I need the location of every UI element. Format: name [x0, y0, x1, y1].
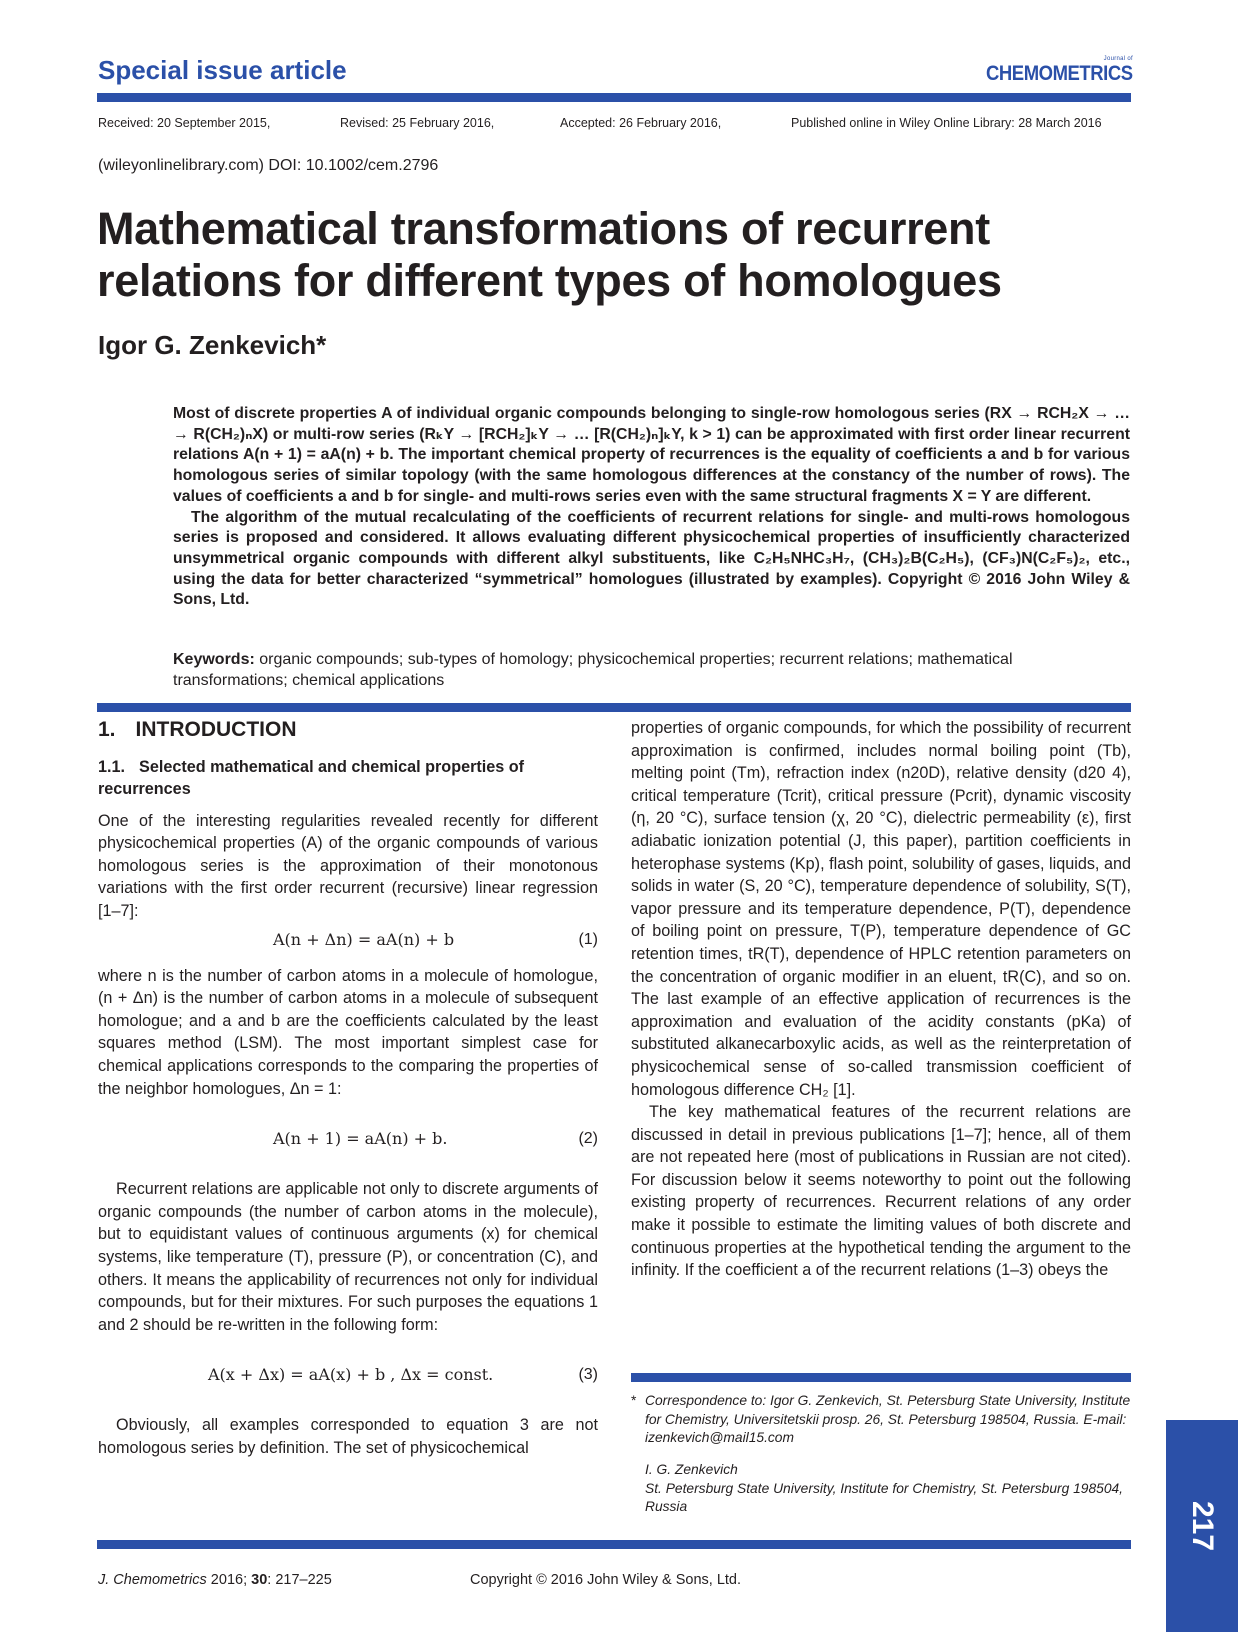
footnote-marker: * [631, 1393, 637, 1408]
subsection-heading [98, 756, 598, 800]
citation-volume: 30 [251, 1572, 268, 1588]
paragraph-2: where n is the number of carbon atoms in a molecule of homologue, (n + Δn) is the number of carbon atoms in a molecule of subsequent homologue; and a and b are the coefficients calculated by the least squares method (LSM). The most important simplest case for chemical applications corresponds to the comparing the properties of the neighbor homologues, Δn = 1: [98, 966, 598, 1098]
section-title: INTRODUCTION [135, 718, 297, 741]
issue-label: Special issue article [98, 55, 347, 85]
author-name: Igor G. Zenkevich* [98, 330, 327, 360]
keywords [173, 650, 1130, 691]
subsection-title: Selected mathematical and chemical properties of recurrences [98, 757, 525, 798]
abstract [173, 404, 1130, 611]
body-column-right [631, 717, 1131, 1282]
equation-3 [98, 1364, 598, 1386]
affiliation [645, 1461, 1131, 1517]
correspondence-text: Correspondence to: Igor G. Zenkevich, St. Petersburg State University, Institute for Chemistry, Universitetskii prosp. 26, St. Petersburg 198504, Russia. E-mail: izenkevich@mail15.com [645, 1393, 1131, 1446]
subsection-number: 1.1. [98, 757, 126, 776]
section-number: 1. [98, 718, 116, 741]
equation-2-number: (2) [578, 1130, 598, 1148]
revised-date: Revised: 25 February 2016, [340, 116, 495, 130]
accepted-date: Accepted: 26 February 2016, [560, 116, 722, 130]
footer-rule [97, 1540, 1131, 1549]
footnote-rule [631, 1373, 1131, 1382]
affiliation-name: I. G. Zenkevich [645, 1462, 738, 1477]
equation-2 [98, 1128, 598, 1150]
citation-pages: : 217–225 [267, 1572, 332, 1588]
citation-journal: J. Chemometrics [98, 1572, 207, 1588]
section-heading [98, 719, 598, 742]
abstract-paragraph-2: The algorithm of the mutual recalculating of the coefficients of recurrent relations for single- and multi-rows homologous series is proposed and considered. It allows evaluating different physicochemical properties of insufficiently characterized unsymmetrical organic compounds with different alkyl substituents, like C₂H₅NHC₃H₇, (CH₃)₂B(C₂H₅), (CF₃)N(C₂F₅)₂, etc., using the data for better characterized “symmetrical” homologues (illustrated by examples). Copyright © 2016 John Wiley & Sons, Ltd. [173, 508, 1130, 609]
citation-year: 2016; [206, 1572, 252, 1588]
keywords-label: Keywords: [173, 651, 255, 668]
paragraph-3: Recurrent relations are applicable not only to discrete arguments of organic compounds (the number of carbon atoms in the molecule), but to equidistant values of continuous arguments (x) for chemical systems, like temperature (T), pressure (P), or concentration (C), and others. It means the applicability of recurrences not only for individual compounds, but for their mixtures. For such purposes the equations 1 and 2 should be re-written in the following form: [98, 1180, 598, 1334]
page-number: 217 [1186, 1500, 1219, 1552]
paragraph-5: properties of organic compounds, for which the possibility of recurrent approximation is confirmed, includes normal boiling point (Tb), melting point (Tm), refraction index (n20D), relative density (d20 4), critical temperature (Tcrit), critical pressure (Pcrit), dynamic viscosity (η, 20 °C), surface tension (χ, 20 °C), dielectric permeability (ε), first adiabatic ionization potential (J, this paper), partition coefficients in heterophase systems (Kp), flash point, solubility of gases, liquids, and solids in water (S, 20 °C), temperature dependence of solubility, S(T), vapor pressure and its temperature dependence, P(T), dependence of boiling point on pressure, T(P), temperature dependence of GC retention times, tR(T), dependence of HPLC retention parameters on the concentration of organic modifier in an eluent, tR(C), and so on. The last example of an effective application of recurrences is the approximation and evaluation of the acidity constants (pKa) of substituted alkanecarboxylic acids, as well as the reinterpretation of physicochemical sense of so-called transmission coefficient of homologous difference CH₂ [1]. [631, 719, 1131, 1099]
equation-1 [98, 929, 598, 951]
equation-3-number: (3) [578, 1366, 598, 1384]
journal-logo [966, 56, 1133, 86]
abstract-paragraph-1: Most of discrete properties A of individual organic compounds belonging to single-row homologous series (RX → RCH₂X → … → R(CH₂)ₙX) or multi-row series (RₖY → [RCH₂]ₖY → … [R(CH₂)ₙ]ₖY, k > 1) can be approximated with first order linear recurrent relations A(n + 1) = aA(n) + b. The important chemical property of recurrences is the equality of coefficients a and b for various homologous series of similar topology (with the same homologous differences at the constancy of the number of rows). The values of coefficients a and b for single- and multi-rows series even with the same structural fragments X = Y are different. [173, 405, 1130, 505]
published-date: Published online in Wiley Online Library: 28 March 2016 [791, 116, 1102, 130]
affiliation-address: St. Petersburg State University, Institute for Chemistry, St. Petersburg 198504, Russia [645, 1480, 1123, 1515]
article-title: Mathematical transformations of recurrent relations for different types of homologues [97, 203, 1002, 306]
journal-logo-small: Journal of [1103, 56, 1133, 62]
footer-copyright: Copyright © 2016 John Wiley & Sons, Ltd. [470, 1572, 742, 1588]
journal-citation [98, 1572, 332, 1588]
keywords-list: organic compounds; sub-types of homology; physicochemical properties; recurrent relations; mathematical transformations; chemical applications [173, 651, 1013, 689]
equation-1-formula: A(n + Δn) = aA(n) + b [273, 929, 455, 949]
equation-2-formula: A(n + 1) = aA(n) + b. [273, 1129, 448, 1149]
received-date: Received: 20 September 2015, [98, 116, 271, 130]
paragraph-6: The key mathematical features of the recurrent relations are discussed in detail in previous publications [1–7]; hence, all of them are not repeated here (most of publications in Russian are not cited). For discussion below it seems noteworthy to point out the following existing property of recurrences. Recurrent relations of any order make it possible to estimate the limiting values of both discrete and continuous properties at the hypothetical tending the argument to the infinity. If the coefficient a of the recurrent relations (1–3) obeys the [631, 1103, 1131, 1280]
equation-3-formula: A(x + Δx) = aA(x) + b , Δx = const. [208, 1365, 494, 1385]
journal-logo-name: CHEMOMETRICS [986, 62, 1133, 85]
equation-1-number: (1) [578, 930, 598, 948]
doi-line: (wileyonlinelibrary.com) DOI: 10.1002/cem.2796 [98, 157, 439, 174]
body-column-left [98, 713, 598, 1459]
correspondence-footnote [631, 1392, 1131, 1448]
header-rule [97, 93, 1131, 102]
page-number-tab [1166, 1420, 1238, 1632]
paragraph-1: One of the interesting regularities revealed recently for different physicochemical properties (A) of the organic compounds of various homologous series is the approximation of their monotonous variations with the first order recurrent (recursive) linear regression [1–7]: [98, 811, 598, 920]
paragraph-4: Obviously, all examples corresponded to equation 3 are not homologous series by definition. The set of physicochemical [98, 1416, 598, 1457]
abstract-rule [97, 703, 1131, 712]
